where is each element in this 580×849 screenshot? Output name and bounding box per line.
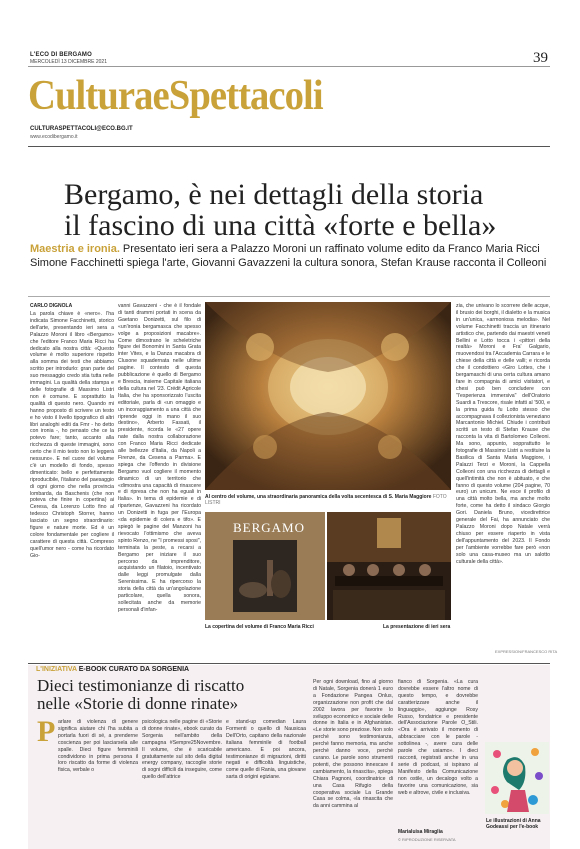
box-headline-line-2: nelle «Storie di donne rinate»: [37, 694, 239, 713]
box-headline-line-1: Dieci testimonianze di riscatto: [37, 676, 245, 695]
section-divider: [28, 146, 550, 147]
caption-vault: Al centro del volume, una straordinaria panoramica della volta secentesca di S. Maria Maggiore FOTO LISTRI: [205, 494, 447, 506]
photo-cover: [205, 512, 325, 620]
cover-artwork: [233, 540, 297, 612]
photo-event: [327, 512, 451, 620]
box-headline: [37, 677, 292, 713]
box-divider: [28, 663, 550, 664]
caption-illustration: Le illustrazioni di Anna Godeassi per l'e-book: [486, 818, 541, 830]
article-headline: [64, 179, 534, 241]
drop-cap: P: [37, 715, 56, 748]
caption-event: La presentazione di ieri sera: [383, 624, 451, 630]
section-website[interactable]: www.ecodibergamo.it: [30, 134, 78, 140]
masthead-divider: [28, 66, 550, 67]
box-column-4: Per ogni download, fino al giorno di Natale, Sorgenia donerà 1 euro a Fondazione Pangea Onlus, organizzazione non profit che dal 2002 lavora per favorire lo sviluppo economico e sociale delle donne in Italia e in Afghanistan. «Le storie sono preziose. Non solo perché sono testimonianza, perché fanno memoria, ma anche perché danno voce, perché curano. Le parole sono strumenti potenti, che possono innescare il cambiamento, la rinascita», spiega Chiara Pagnoni, coordinatrice di una Casa Rifugio della cooperativa sociale La Grande Casa se colma, «la rinascita che da anni cammina al: [313, 679, 393, 810]
cover-title: BERGAMO: [233, 520, 306, 535]
publication-name: L'ECO DI BERGAMO: [30, 52, 92, 58]
caption-cover: La copertina del volume di Franco Maria Ricci: [205, 624, 314, 630]
box-credit: © RIPRODUZIONE RISERVATA: [398, 837, 456, 842]
publication-date: MERCOLEDÌ 13 DICEMBRE 2021: [30, 59, 107, 65]
section-email[interactable]: CULTURASPETTACOLI@ECO.BG.IT: [30, 126, 133, 132]
box-column-2: psicologica nelle pagine di «Storie di donne rinate», ebook curato da Sorgenia nell'ambito della campagna #Sempre25Novembre. Il volume, che è scaricabile gratuitamente sul sito della digital energy company, raccoglie storie di sogni difficili da inseguire, come quello dell'attrice: [142, 719, 222, 781]
box-kicker: L'INIZIATIVA E-BOOK CURATO DA SORGENIA: [36, 666, 190, 673]
box-column-3: e stand-up comedian Laura Formenti o quello di Nausicaa Dell'Orto, capitano della nazionale italiana femminile di football americano. E poi ancora, testimonianze di migrazioni, diritti negati e difficoltà linguistiche, come quelle di Rania, una giovane sarta di origini egiziane.: [226, 719, 306, 781]
article-deck: [30, 242, 550, 270]
article-column-2: vanni Gavazzeni - che è il fondale di tanti drammi portati in scena da Gaetano Donizetti, sul filo di «un'ironia bergamasca che spesso volge a proposizioni macabre». Come dimostrano le scheletriche figure dei Bonomini in Santa Grata inter Vites, e la Danza macabra di Clusone squadernata nelle ultime pagine. Il contesto di questa pubblicazione è quello di Bergamo e Brescia, insieme Capitale italiana della cultura nel '23. Crédit Agricole Italia, che ha sponsorizzato l'uscita editoriale, parla di «un omaggio e un incoraggiamento a una città che riprende oggi in mano il suo destino», Arberto Fassati, il presidente, ricorda le «27 opere nate dalla nostra collaborazione con Franco Maria Ricci dedicate alle bellezze d'Italia, da Napoli a Firenze, da Cesena a Parma». E spiega che l'offendo in divisione Bergamo vuol cogliere il momento dinamico di un territorio che «dimostra una capacità di rinascere e di ripresa che non ha eguali in Italia». In tema di epidemie e di ripartenze, Gavazzeni ha ricordato un Donizetti in fuga per l'Europa «da epidemie di colera e tifo». E spiegò le pagine del Manzoni ha rievocato l'ottimismo che aveva spinto Renzo, ne "I promessi sposi", terminata la peste, a recarsi a Bergamo per iniziare il suo percorso da imprenditore, acquistando un filatoio, incentivato dalle leggi promulgate dalla Serenissima. E ha ripercorso la storia della città da un'angolazione particolare, quella sonora, sollecitata anche da memorie personali d'infan-: [118, 303, 201, 613]
deck-lead: Maestria e ironia.: [30, 243, 120, 255]
headline-line-2: il fascino di una città «forte e bella»: [64, 209, 497, 242]
illustration: [485, 742, 549, 814]
section-title: CulturaeSpettacoli: [28, 73, 323, 119]
article-column-3: zia, che univano lo scorrere delle acque, il brusio dei borghi, il dialetto e la musica in un'unica, «armoniosa melodia». Nel volume Facchinetti traccia un itinerario artistico che, partendo dai maestri veneti Bellini e Lotto tocca i «pittori della realtà» Moroni e Fra' Galgario, muovendosi tra l'Accademia Carrara e le chiese della città e delle valli; e ricorda che il condottiero «Giro Lottes, che i bergamaschi di una certa cultura amano fare in compagnia di amici visitatori, e chesi può ben concludere con "l'esperienza immersiva" dell'Oratorio Suardi a Trescore, risale infatti al '500, e la prima guida fu Lotto stesso che accompagnava il collezionista veneziano Marcantonio Michiel. Chiude i contributi scritti un testo di Stefan Krause che racconta la vita di Bartolomeo Colleoni. Ma sono, appunto, sopprattutto le fotografie di Massimo Listri a restituire la Basilica di Santa Maria Maggiore, i Palazzi Terzi e Moroni, la Cappella Colleoni con una ricchezza di dettagli e quell'intimità che non è abituato, e che fanno di questo volume (204 pagine, 70 euro) un unicum. Ne esce il profilo di una città molto bella, ma anche molto forte, come ha detto il sindaco Giorgio Gori. Daniela Bruno, vicedirettrice generale del Fai, ha annunciato che Palazzo Moroni dopo Natale verrà chiuso per essere riaperto in vista dell'appuntamento del 2023. Il Fondo per l'ambiente vorrebbe fare però «non solo una casa-museo ma un salotto culturale della città».: [456, 303, 550, 565]
box-column-5: fianco di Sorgenia. «La cura dovrebbe essere l'altro nome di questo tempo, e dovrebbe caratterizzare anche il linguaggio», aggiunge Rosy Russo, fondatrice e presidente dell'Associazione Parole O_Stili. «Ora è arrivato il momento di abbracciare con le parole - sottolinea -, avere cura delle parole che usiamo». I dieci racconti, registrati anche in una serie di podcast, si ispirano al Manifesto della Comunicazione non ostile, un decalogo volto a favorire una comunicazione, sia web e altrove, civile e inclusiva.: [398, 679, 478, 796]
headline-line-1: Bergamo, è nei dettagli della storia: [64, 178, 484, 211]
page-number: 39: [533, 50, 548, 66]
deck-text: Presentato ieri sera a Palazzo Moroni un raffinato volume edito da Franco Maria Ricci Simone Facchinetti spiega l'arte, Giovanni Gavazzeni la cultura sonora, Stefan Krause racconta il Colleoni: [30, 243, 547, 269]
box-byline: Marialuisa Miraglia: [398, 829, 443, 835]
box-column-1: arlare di violenza di genere significa aiutare chi l'ha subita a portarla fuori di sé, a prenderne coscienza per poi lasciarsela alle spalle. Dieci figure femminili condividono in prima persona il loro riscatto da forme di violenza fisica, verbale o: [58, 719, 138, 774]
article-column-1: La parola chiave è «nero». l'ha indicata Simone Facchinetti, storico dell'arte, presentando ieri sera a Palazzo Moroni il libro «Bergamo» che l'editore Franco Maria Ricci ha dedicato alla nostra città: «Questo volume è molto superiore rispetto alla somma dei testi che abbiamo scritto per introdurlo: gran parte del suo messaggio credo stia tutta nelle immagini. La qualità della stampa e delle fotografie di Massimo Listri non è comune. E soprattutto la qualità di questo nero. Quando mi hanno proposto di scrivere un testo e ho visto il livello tipografico di altri libri analoghi editi da Fmr - ho detto con ironia -, ho pensato che ce la potevo fare; tanto, accanto alla ricchezza di queste immagini, sono certo che il mio testo non lo leggerà nessuno». E nel cuore del volume c'è un modello di fondo, spesso dimenticato: bello e perfettamente riproducibile, l'italiano del paesaggio di ogni giorno che nella provincia lombarda, da Baschenis (che non poteva che finire in copertina) ai Ceresa, da Lorenzo Lotto fino al tedesco Christoph Storrer, hanno lasciato un segno straordinario: figure e nature morte. Ed è un colore fondamentale per cogliere il carattere di questa città. Compreso quell'umor nero - come ha ricordato Gio-: [30, 311, 114, 559]
caption-event-credit: EXPRESSION/FRANCESCO RITA: [495, 649, 558, 654]
deck-divider: [28, 296, 550, 297]
article-byline: CARLO DIGNOLA: [30, 303, 73, 309]
photo-vault: [205, 302, 451, 490]
